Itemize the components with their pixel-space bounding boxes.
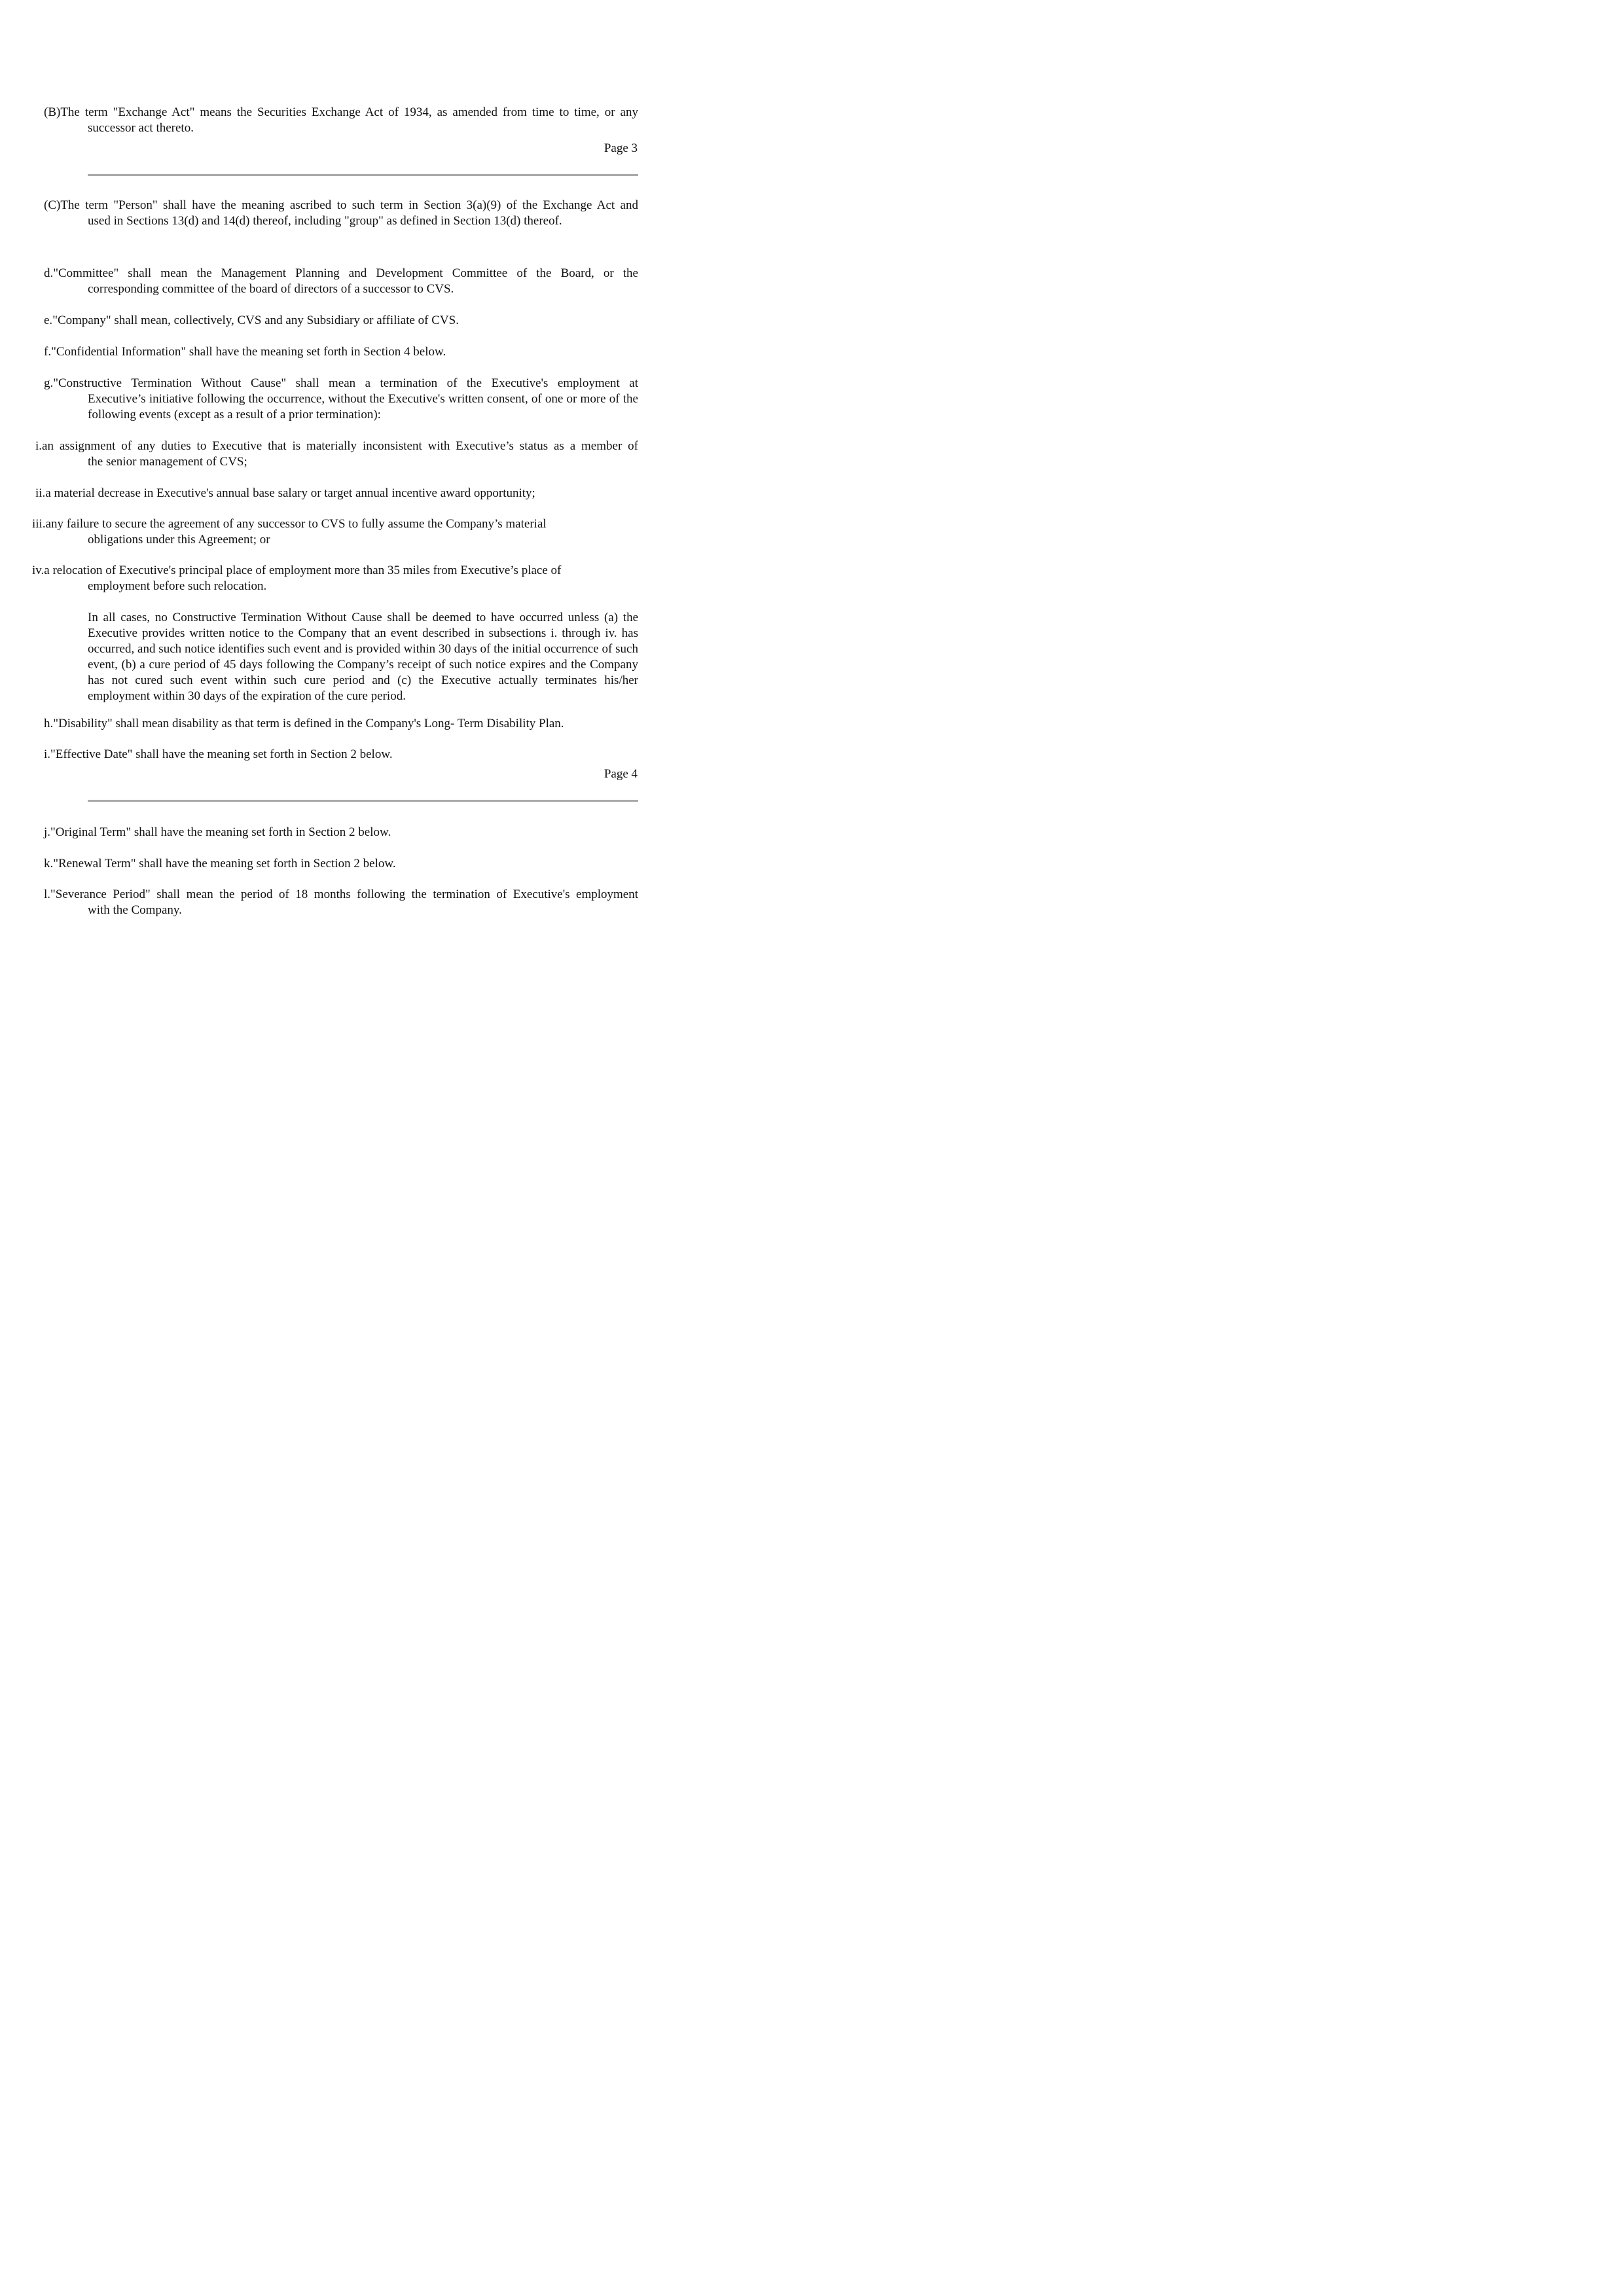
item-label: iv.	[32, 564, 45, 577]
definition-disability	[44, 716, 638, 732]
item-text: a material decrease in Executive's annual base salary or target annual incentive award opportunity;	[45, 486, 535, 500]
subsection-iii	[32, 516, 638, 548]
item-continuation: successor act thereto.	[88, 121, 194, 135]
item-label: i.	[44, 747, 51, 761]
item-text: "Committee" shall mean the Management Planning and Development Committee of the Board, or the	[53, 266, 638, 280]
item-label: k.	[44, 857, 54, 870]
item-text: The term "Person" shall have the meaning ascribed to such term in Section 3(a)(9) of the Exchange Act and	[60, 198, 638, 212]
item-continuation: obligations under this Agreement; or	[88, 533, 270, 547]
item-text: "Company" shall mean, collectively, CVS and any Subsidiary or affiliate of CVS.	[52, 314, 459, 327]
item-label: e.	[44, 314, 53, 327]
definition-constructive-termination	[44, 376, 638, 423]
item-label: l.	[44, 888, 51, 901]
subsection-ii	[35, 486, 638, 501]
subsection-iv	[32, 563, 638, 594]
item-label: (C)	[44, 198, 61, 212]
item-text: The term "Exchange Act" means the Securities Exchange Act of 1934, as amended from time to time, or any	[60, 105, 638, 119]
item-continuation: Executive’s initiative following the occurrence, without the Executive's written consent, of one or more of the following events (except as a result of a prior termination):	[88, 392, 638, 422]
definition-company	[44, 313, 638, 329]
item-continuation: used in Sections 13(d) and 14(d) thereof, including "group" as defined in Section 13(d) thereof.	[88, 214, 562, 228]
definition-original-term	[44, 825, 638, 840]
definition-renewal-term	[44, 856, 638, 872]
item-text: "Original Term" shall have the meaning set forth in Section 2 below.	[50, 825, 391, 839]
item-text: "Effective Date" shall have the meaning set forth in Section 2 below.	[50, 747, 393, 761]
item-label: g.	[44, 376, 54, 390]
item-label: i.	[35, 439, 43, 453]
item-text: a relocation of Executive's principal place of employment more than 35 miles from Executive’s place of	[44, 564, 562, 577]
item-continuation: with the Company.	[88, 903, 182, 917]
item-continuation: corresponding committee of the board of directors of a successor to CVS.	[88, 282, 454, 296]
item-text: any failure to secure the agreement of any successor to CVS to fully assume the Company’s material	[45, 517, 547, 531]
item-continuation: employment before such relocation.	[88, 579, 267, 593]
constructive-termination-note: In all cases, no Constructive Termination Without Cause shall be deemed to have occurred unless (a) the Executive provides written notice to the Company that an event described in subsections i. through iv. has occurred, and such notice identifies such event and is provided within 30 days of the initial occurrence of such event, (b) a cure period of 45 days following the Company’s receipt of such notice expires and the Company has not cured such event within such cure period and (c) the Executive actually terminates his/her employment within 30 days of the expiration of the cure period.	[88, 611, 638, 703]
definition-committee	[44, 266, 638, 297]
definition-confidential-information	[44, 344, 638, 360]
subsection-i	[35, 439, 638, 470]
item-text: "Renewal Term" shall have the meaning set forth in Section 2 below.	[53, 857, 396, 870]
page-number: Page 3	[604, 141, 638, 155]
definition-person	[44, 198, 638, 229]
item-label: iii.	[32, 517, 46, 531]
item-text: an assignment of any duties to Executive that is materially inconsistent with Executive’s status as a member of	[42, 439, 638, 453]
item-label: ii.	[35, 486, 46, 500]
page-divider	[88, 800, 638, 802]
definition-effective-date	[44, 747, 638, 762]
item-label: (B)	[44, 105, 61, 119]
item-label: j.	[44, 825, 51, 839]
item-text: "Confidential Information" shall have the meaning set forth in Section 4 below.	[51, 345, 446, 359]
page-number: Page 4	[604, 767, 638, 781]
item-label: d.	[44, 266, 54, 280]
item-label: h.	[44, 717, 54, 730]
item-text: "Constructive Termination Without Cause" shall mean a termination of the Executive's employment at	[53, 376, 638, 390]
page-divider	[88, 174, 638, 176]
definition-severance-period	[44, 887, 638, 918]
definition-exchange-act	[44, 105, 638, 136]
item-text: "Severance Period" shall mean the period of 18 months following the termination of Executive's employment	[50, 888, 638, 901]
item-continuation: the senior management of CVS;	[88, 455, 247, 469]
item-text: "Disability" shall mean disability as that term is defined in the Company's Long- Term Disability Plan.	[53, 717, 564, 730]
item-label: f.	[44, 345, 52, 359]
